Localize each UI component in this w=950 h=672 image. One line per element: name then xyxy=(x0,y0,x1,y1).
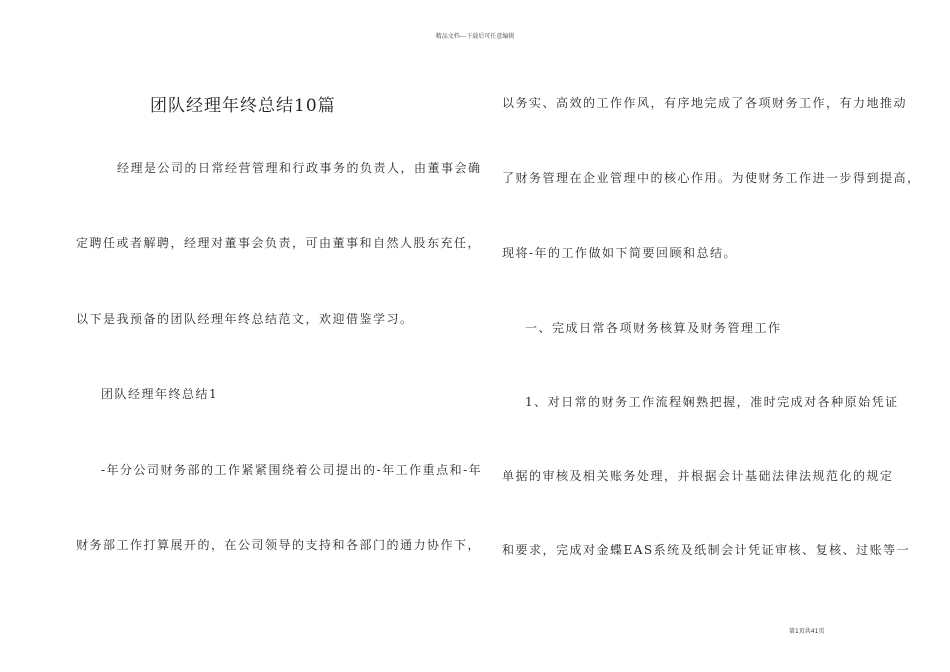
left-line-2: 定聘任或者解聘，经理对董事会负责，可由董事和自然人股东充任， xyxy=(76,236,482,250)
left-line-3: 以下是我预备的团队经理年终总结范文，欢迎借鉴学习。 xyxy=(76,312,414,326)
page-number: 第1页共41页 xyxy=(789,628,825,635)
right-section-heading: 一、完成日常各项财务核算及财务管理工作 xyxy=(525,321,782,335)
section-heading-1: 团队经理年终总结1 xyxy=(101,387,219,401)
right-line-7: 和要求，完成对金蝶EAS系统及纸制会计凭证审核、复核、过账等一 xyxy=(502,543,911,557)
right-line-2: 了财务管理在企业管理中的核心作用。为使财务工作进一步得到提高， xyxy=(502,171,921,185)
header-note: 精品文档---下载后可任意编辑 xyxy=(435,33,515,40)
left-line-1: 经理是公司的日常经营管理和行政事务的负责人，由董事会确 xyxy=(117,161,482,175)
left-line-5: -年分公司财务部的工作紧紧围绕着公司提出的-年工作重点和-年 xyxy=(101,463,483,477)
right-line-1: 以务实、高效的工作作风，有序地完成了各项财务工作，有力地推动 xyxy=(502,96,908,110)
left-line-6: 财务部工作打算展开的，在公司领导的支持和各部门的通力协作下， xyxy=(76,538,482,552)
right-line-5: 1、对日常的财务工作流程娴熟把握，准时完成对各种原始凭证 xyxy=(525,395,899,409)
right-line-6: 单据的审核及相关账务处理，并根据会计基础法律法规范化的规定 xyxy=(502,469,894,483)
document-title: 团队经理年终总结10篇 xyxy=(150,96,336,116)
right-line-3: 现将-年的工作做如下简要回顾和总结。 xyxy=(502,246,738,260)
